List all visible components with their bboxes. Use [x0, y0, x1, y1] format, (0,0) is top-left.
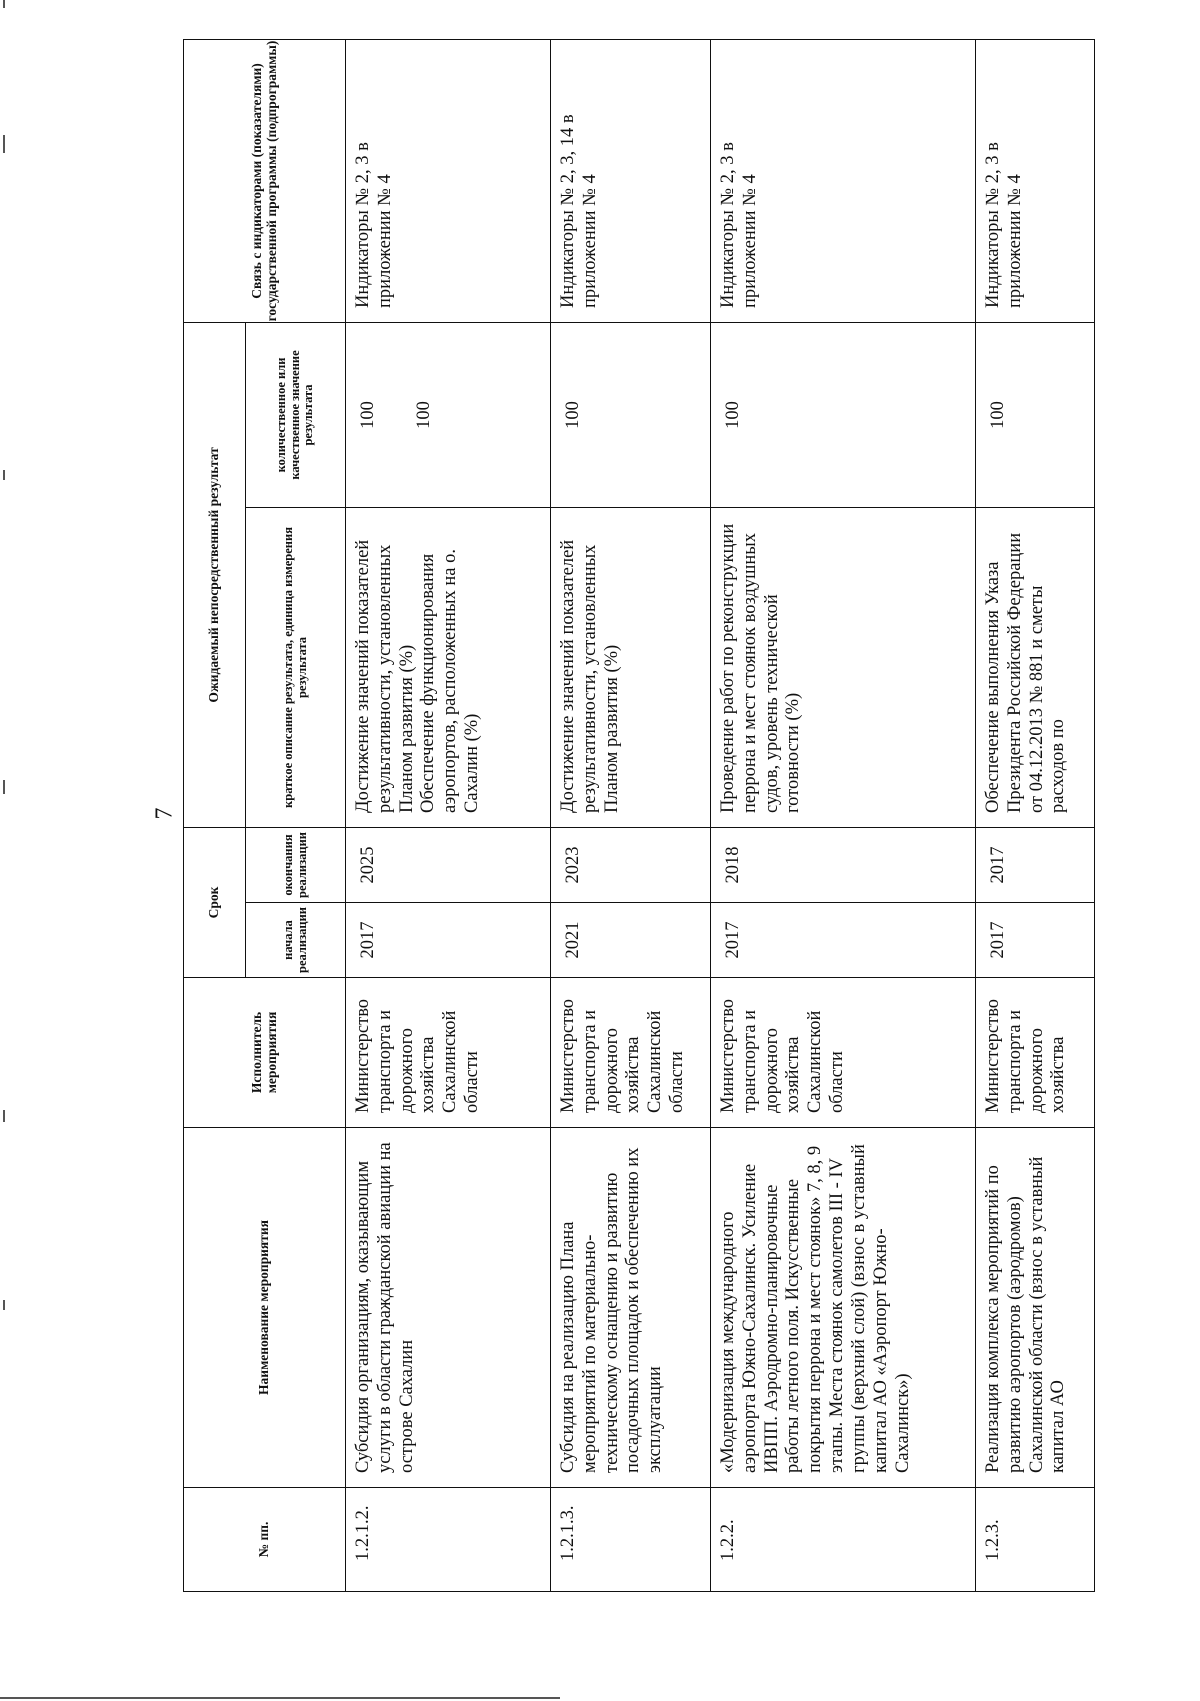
header-result-desc: краткое описание результата, единица измерения результата: [246, 507, 346, 827]
header-name: Наименование мероприятия: [184, 1128, 346, 1488]
row-link: Индикаторы № 2, 3, 14 в приложении № 4: [551, 39, 711, 322]
header-result: Ожидаемый непосредственный результат: [184, 322, 246, 827]
table-row: [346, 39, 551, 1591]
row-executor: Министерство транспорта и дорожного хозяйства Сахалинской области: [711, 978, 976, 1128]
table-row: [711, 39, 976, 1591]
row-name: «Модернизация международного аэропорта Южно-Сахалинск. Усиление ИВПП. Аэродромно-планировочные работы летного поля. Искусственные покрытия перрона и мест стоянок» 7, 8, 9 этапы. Места стоянок самолетов III - IV группы (верхний слой) (взнос в уставный капитал АО «Аэропорт Южно-Сахалинск»): [711, 1128, 976, 1488]
header-number: № пп.: [184, 1488, 346, 1592]
scan-speck: [3, 135, 5, 153]
row-executor: Министерство транспорта и дорожного хозяйства Сахалинской области: [551, 978, 711, 1128]
measures-table: [183, 39, 1095, 1592]
scan-speck: [3, 1300, 5, 1310]
table-row: [976, 39, 1095, 1591]
row-result-desc-2: Обеспечение функционирования аэропортов, расположенных на о. Сахалин (%): [418, 549, 483, 813]
row-link: Индикаторы № 2, 3 в приложении № 4: [976, 39, 1095, 322]
row-result-value: 100: [711, 322, 976, 507]
row-value-2: 100: [413, 401, 434, 429]
header-link: Связь с индикаторами (показателями) государственной программы (подпрограммы): [184, 39, 346, 322]
row-result-desc: Проведение работ по реконструкции перрона и мест стоянок воздушных судов, уровень технической готовности (%): [711, 507, 976, 827]
row-executor: Министерство транспорта и дорожного хозяйства Сахалинской области: [346, 978, 551, 1128]
row-result-value: [346, 322, 551, 507]
row-end: 2025: [346, 827, 551, 902]
row-value-1: 100: [358, 401, 378, 429]
row-start: 2017: [711, 903, 976, 978]
row-start: 2017: [346, 903, 551, 978]
scan-speck: [3, 470, 5, 480]
row-number: 1.2.3.: [976, 1488, 1095, 1592]
table-row: [551, 39, 711, 1591]
header-term: Срок: [184, 827, 246, 977]
row-result-desc: [346, 507, 551, 827]
scan-speck: [3, 1110, 5, 1122]
row-end: 2018: [711, 827, 976, 902]
row-end: 2023: [551, 827, 711, 902]
row-start: 2021: [551, 903, 711, 978]
row-name: Реализация комплекса мероприятий по развитию аэропортов (аэродромов) Сахалинской области (взнос в уставный капитал АО: [976, 1128, 1095, 1488]
row-name: Субсидия на реализацию Плана мероприятий по материально-техническому оснащению и развитию посадочных площадок и обеспечению их эксплуатации: [551, 1128, 711, 1488]
header-term-end: окончания реализации: [246, 827, 346, 902]
row-link: Индикаторы № 2, 3 в приложении № 4: [711, 39, 976, 322]
row-result-value: 100: [551, 322, 711, 507]
page-number: 7: [151, 807, 178, 820]
row-result-desc: Обеспечение выполнения Указа Президента Российской Федерации от 04.12.2013 № 881 и сметы расходов по: [976, 507, 1095, 827]
row-result-value: 100: [976, 322, 1095, 507]
row-result-desc: Достижение значений показателей результативности, установленных Планом развития (%): [551, 507, 711, 827]
row-executor: Министерство транспорта и дорожного хозяйства: [976, 978, 1095, 1128]
scan-speck: [3, 780, 5, 794]
header-executor: Исполнитель мероприятия: [184, 978, 346, 1128]
row-number: 1.2.1.3.: [551, 1488, 711, 1592]
row-link: Индикаторы № 2, 3 в приложении № 4: [346, 39, 551, 322]
row-start: 2017: [976, 903, 1095, 978]
rotated-table-wrapper: [183, 40, 1094, 1592]
row-number: 1.2.2.: [711, 1488, 976, 1592]
row-number: 1.2.1.2.: [346, 1488, 551, 1592]
row-end: 2017: [976, 827, 1095, 902]
scan-speck: [0, 1697, 560, 1699]
scan-speck: [3, 0, 5, 8]
header-result-value: количественное или качественное значение результата: [246, 322, 346, 507]
header-term-start: начала реализации: [246, 903, 346, 978]
row-result-desc-1: Достижение значений показателей результативности, установленных Планом развития (%): [353, 539, 417, 813]
row-name: Субсидия организациям, оказывающим услуги в области гражданской авиации на острове Сахалин: [346, 1128, 551, 1488]
